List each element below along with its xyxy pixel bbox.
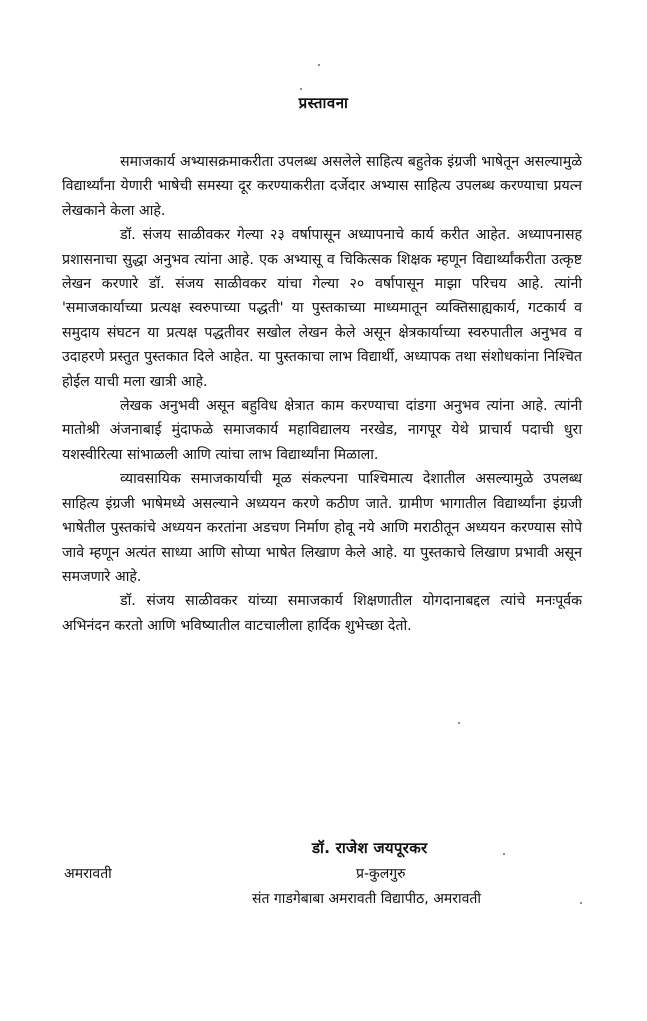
scan-speck: [580, 902, 582, 904]
signatory-designation: प्र-कुलगुरु: [356, 866, 406, 882]
page-title: प्रस्तावना: [298, 94, 349, 112]
scan-speck: [300, 88, 302, 90]
scan-speck: [458, 722, 460, 724]
scan-speck: [503, 853, 505, 855]
paragraph-2: डॉ. संजय साळीवकर गेल्या २३ वर्षापासून अध्यापनाचे कार्य करीत आहेत. अध्यापनासह प्रशासनाचा सुद्धा अनुभव त्यांना आहे. एक अभ्यासू व चिकित्सक शिक्षक म्हणून विद्यार्थ्यांकरीता उत्कृष्ट लेखन करणारे डॉ. संजय साळीवकर यांचा गेल्या २० वर्षापासून माझा परिचय आहे. त्यांनी 'समाजकार्याच्या प्रत्यक्ष स्वरुपाच्या पद्धती' या पुस्तकाच्या माध्यमातून व्यक्तिसाह्यकार्य, गटकार्य व समुदाय संघटन या प्रत्यक्ष पद्धतीवर सखोल लेखन केले असून क्षेत्रकार्याच्या स्वरुपातील अनुभव व उदाहरणे प्रस्तुत पुस्तकात दिले आहेत. या पुस्तकाचा लाभ विद्यार्थी, अध्यापक तथा संशोधकांना निश्चित होईल याची मला खात्री आहे.: [62, 227, 582, 390]
signatory-name: डॉ. राजेश जयपूरकर: [312, 839, 428, 857]
paragraph-4: व्यावसायिक समाजकार्याची मूळ संकल्पना पाश्चिमात्य देशातील असल्यामुळे उपलब्ध साहित्य इंग्रजी भाषेमध्ये असल्याने अध्ययन करणे कठीण जाते. ग्रामीण भागातील विद्यार्थ्यांना इंग्रजी भाषेतील पुस्तकांचे अध्ययन करतांना अडचण निर्माण होवू नये आणि मराठीतून अध्ययन करण्यास सोपे जावे म्हणून अत्यंत साध्या आणि सोप्या भाषेत लिखाण केले आहे. या पुस्तकाचे लिखाण प्रभावी असून समजणारे आहे.: [62, 471, 582, 585]
preface-body: [62, 150, 582, 638]
paragraph-5: डॉ. संजय साळीवकर यांच्या समाजकार्य शिक्षणातील योगदानाबद्दल त्यांचे मनःपूर्वक अभिनंदन करतो आणि भविष्यातील वाटचालीला हार्दिक शुभेच्छा देतो.: [62, 593, 582, 634]
signature-place: अमरावती: [64, 866, 112, 882]
paragraph-3: लेखक अनुभवी असून बहुविध क्षेत्रात काम करण्याचा दांडगा अनुभव त्यांना आहे. त्यांनी मातोश्री अंजनाबाई मुंदाफळे समाजकार्य महाविद्यालय नरखेड, नागपूर येथे प्राचार्य पदाची धुरा यशस्वीरित्या सांभाळली आणि त्यांचा लाभ विद्यार्थ्यांना मिळाला.: [62, 398, 582, 463]
scan-speck: [318, 64, 320, 66]
signatory-institution: संत गाडगेबाबा अमरावती विद्यापीठ, अमरावती: [252, 891, 482, 907]
paragraph-1: समाजकार्य अभ्यासक्रमाकरीता उपलब्ध असलेले साहित्य बहुतेक इंग्रजी भाषेतून असल्यामुळे विद्यार्थ्यांना येणारी भाषेची समस्या दूर करण्याकरीता दर्जेदार अभ्यास साहित्य उपलब्ध करण्याचा प्रयत्न लेखकाने केला आहे.: [62, 154, 582, 219]
